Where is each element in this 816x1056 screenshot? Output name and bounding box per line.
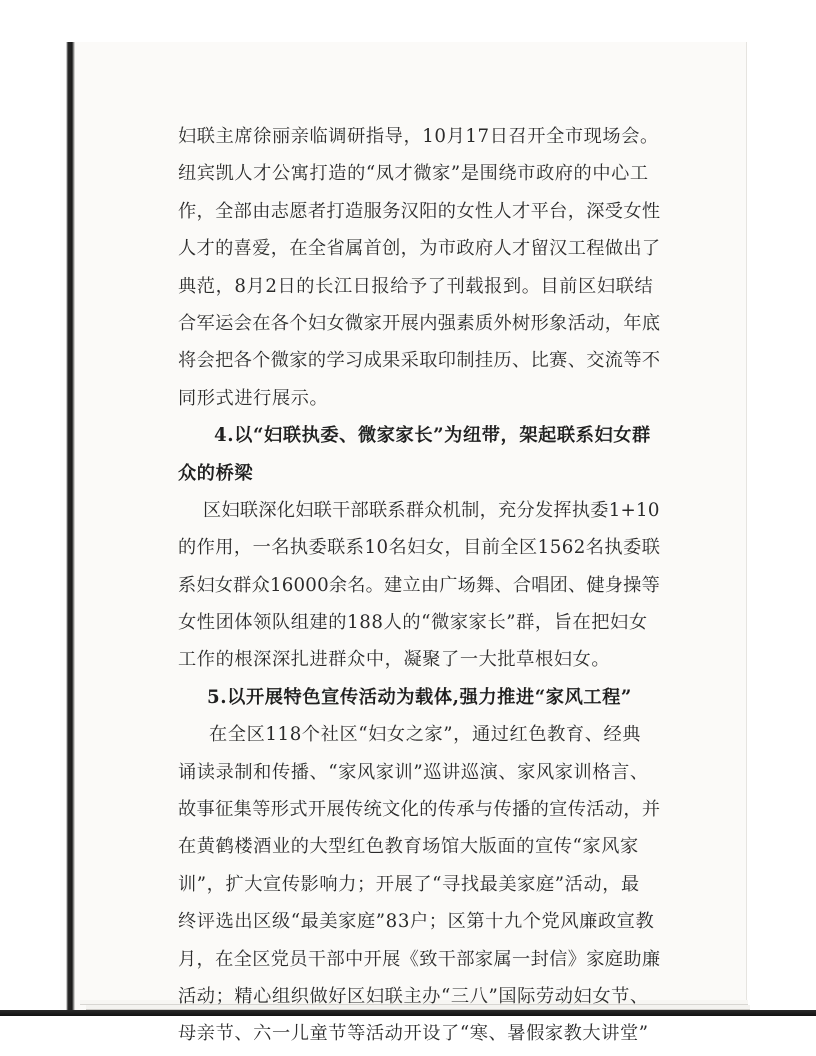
paragraph-line: 的作用，一名执委联系10名妇女，目前全区1562名执委联 — [178, 537, 661, 559]
paragraph-line: 活动；精心组织做好区妇联主办“三八”国际劳动妇女节、 — [178, 985, 649, 1007]
paragraph-line: 人才的喜爱，在全省属首创，为市政府人才留汉工程做出了 — [178, 238, 661, 260]
paragraph-line: 区妇联深化妇联干部联系群众机制，充分发挥执委1+10 — [203, 499, 660, 521]
scan-left-edge — [0, 42, 75, 1014]
paragraph-line: 母亲节、六一儿童节等活动开设了“寒、暑假家教大讲堂” — [178, 1023, 649, 1045]
paragraph-line: 将会把各个微家的学习成果采取印制挂历、比赛、交流等不 — [178, 350, 661, 372]
paragraph-line: 工作的根深深扎进群众中，凝聚了一大批草根妇女。 — [178, 649, 611, 671]
document-body — [178, 118, 661, 1053]
paragraph-line: 终评选出区级“最美家庭”83户；区第十九个党风廉政宣教 — [178, 911, 655, 933]
section-heading-line: 众的桥梁 — [178, 462, 254, 484]
paragraph-line: 月，在全区党员干部中开展《致干部家属一封信》家庭助廉 — [178, 948, 661, 970]
paragraph-line: 训”，扩大宣传影响力；开展了“寻找最美家庭”活动，最 — [178, 873, 640, 895]
paragraph-line: 作，全部由志愿者打造服务汉阳的女性人才平台，深受女性 — [178, 200, 661, 222]
section-heading-line: 5.以开展特色宣传活动为载体,强力推进“家风工程” — [207, 686, 632, 708]
section-heading-line: 4.以“妇联执委、微家家长”为纽带，架起联系妇女群 — [214, 425, 651, 447]
paragraph-line: 合军运会在各个妇女微家开展内强素质外树形象活动，年底 — [178, 312, 661, 334]
paragraph-line: 诵读录制和传播、“家风家训”巡讲巡演、家风家训格言、 — [178, 761, 649, 783]
paragraph-line: 同形式进行展示。 — [178, 387, 329, 409]
paragraph-line: 系妇女群众16000余名。建立由广场舞、合唱团、健身操等 — [178, 574, 660, 596]
paragraph-line: 典范，8月2日的长江日报给予了刊载报到。目前区妇联结 — [178, 275, 654, 297]
paragraph-line: 女性团体领队组建的188人的“微家家长”群，旨在把妇女 — [178, 612, 648, 634]
paragraph-line: 在全区118个社区“妇女之家”，通过红色教育、经典 — [209, 724, 642, 746]
paragraph-line: 妇联主席徐丽亲临调研指导，10月17日召开全市现场会。 — [178, 126, 659, 147]
paragraph-line: 纽宾凯人才公寓打造的“凤才微家”是围绕市政府的中心工 — [178, 163, 649, 185]
paragraph-line: 在黄鹤楼酒业的大型红色教育场馆大版面的宣传“家风家 — [178, 836, 639, 858]
paragraph-line: 故事征集等形式开展传统文化的传承与传播的宣传活动，并 — [178, 799, 661, 821]
